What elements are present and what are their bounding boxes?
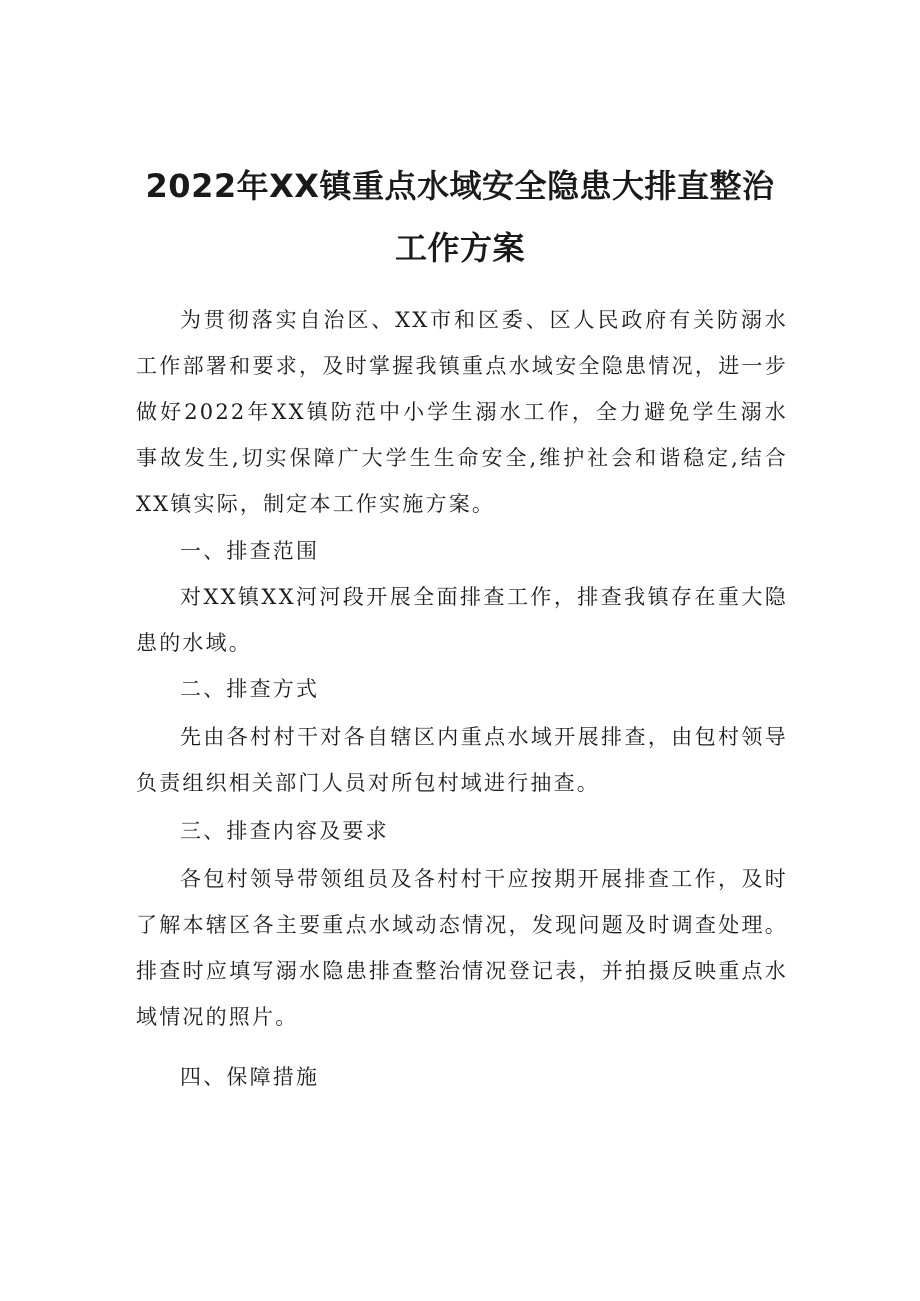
section-text-content: 各包村领导带领组员及各村村干应按期开展排查工作，及时了解本辖区各主要重点水域动态情况，发现问题及时调查处理。排查时应填写溺水隐患排查整治情况登记表，并拍摄反映重点水域情况的照片。: [136, 867, 788, 1029]
section-heading-scope: 一、排查范围: [180, 539, 320, 563]
section-heading-safeguards: 四、保障措施: [180, 1065, 320, 1089]
document-title-line-1: 2022年XX镇重点水域安全隐患大排直整治: [145, 167, 775, 205]
intro-paragraph: 为贯彻落实自治区、XX市和区委、区人民政府有关防溺水工作部署和要求，及时掌握我镇重点水域安全隐患情况，进一步做好2022年XX镇防范中小学生溺水工作，全力避免学生溺水事故发生,切实保障广大学生生命安全,维护社会和谐稳定,结合XX镇实际，制定本工作实施方案。: [136, 308, 788, 516]
section-text-method: 先由各村村干对各自辖区内重点水域开展排查，由包村领导负责组织相关部门人员对所包村域进行抽查。: [136, 725, 788, 795]
section-heading-method: 二、排查方式: [180, 677, 320, 701]
document-title-line-2: 工作方案: [394, 229, 525, 267]
section-heading-content: 三、排查内容及要求: [180, 819, 389, 843]
section-text-scope: 对XX镇XX河河段开展全面排查工作，排查我镇存在重大隐患的水域。: [136, 585, 788, 655]
